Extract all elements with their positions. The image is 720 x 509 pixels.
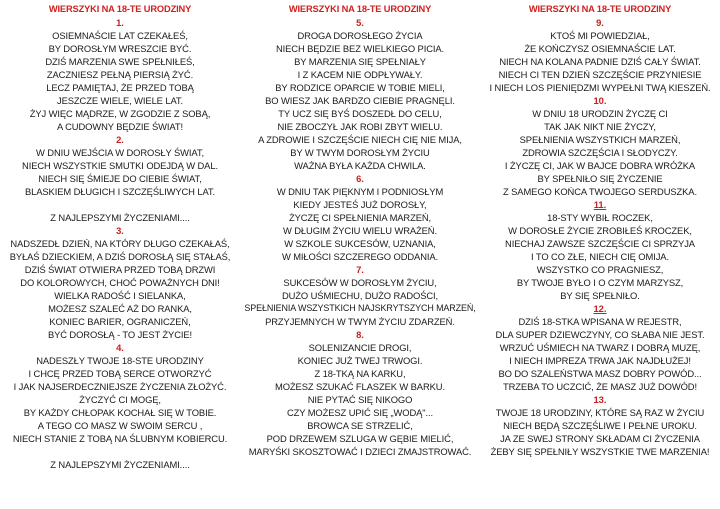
poem-number: 1. <box>116 17 124 28</box>
poem-line: OSIEMNAŚCIE LAT CZEKAŁEŚ, <box>52 30 188 41</box>
poem-line: BO WIESZ JAK BARDZO CIEBIE PRAGNĘLI. <box>265 95 455 106</box>
poem <box>4 16 236 133</box>
poem-line: DLA SUPER DZIEWCZYNY, CO SŁABA NIE JEST. <box>495 329 705 340</box>
poem-number: 7. <box>356 264 364 275</box>
poem <box>244 263 476 328</box>
poem-number: 11. <box>593 199 607 210</box>
poem-line: DROGA DOROSŁEGO ŻYCIA <box>297 30 423 41</box>
poem-line: A ZDROWIE I SZCZĘŚCIE NIECH CIĘ NIE MIJA, <box>258 134 462 145</box>
poem-line: TRZEBA TO UCZCIĆ, ŻE MASZ JUŻ DOWÓD! <box>503 381 697 392</box>
poem-number: 3. <box>116 225 124 236</box>
poem-line: PRZYJEMNYCH W TWYM ŻYCIU ZDARZEŃ. <box>265 316 455 327</box>
poem-line: ŻE KOŃCZYSZ OSIEMNAŚCIE LAT. <box>524 43 676 54</box>
poem-line: Z NAJLEPSZYMI ŻYCZENIAMI.... <box>50 459 190 470</box>
poem-line: W DNIU 18 URODZIN ŻYCZĘ CI <box>532 108 668 119</box>
poem-line: DO KOLOROWYCH, CHOĆ POWAŻNYCH DNI! <box>20 277 220 288</box>
poem-line: BY SPEŁNIŁO SIĘ ŻYCZENIE <box>537 173 663 184</box>
poem-line: BY TWOJE BYŁO I O CZYM MARZYSZ, <box>516 277 684 288</box>
poem-line: SPEŁNIENIA WSZYSTKICH NAJSKRYTSZYCH MARZEŃ, <box>244 303 476 313</box>
poem-line: ZDROWIA SZCZĘŚCIA I SŁODYCZY. <box>522 147 678 158</box>
poem <box>484 198 716 302</box>
poem-line: POD DRZEWEM SZLUGA W GĘBIE MIELIĆ, <box>266 433 454 444</box>
poem-line: JESZCZE WIELE, WIELE LAT. <box>57 95 183 106</box>
poem-line: ZACZNIESZ PEŁNĄ PIERSIĄ ŻYĆ. <box>46 69 194 80</box>
poem-column-2 <box>240 0 480 458</box>
poem-line: TY UCZ SIĘ BYŚ DOSZEDŁ DO CELU, <box>278 108 442 119</box>
poem-line: DZIŚ MARZENIA SWE SPEŁNIŁEŚ, <box>45 56 195 67</box>
blank-line <box>4 445 236 458</box>
poem-line: W DŁUGIM ŻYCIU WIELU WRAŻEŃ. <box>283 225 437 236</box>
poem <box>4 224 236 341</box>
poem-line: NADSZEDŁ DZIEŃ, NA KTÓRY DŁUGO CZEKAŁAŚ, <box>10 238 230 249</box>
poem-line: W MIŁOŚCI SZCZEREGO ODDANIA. <box>281 251 439 262</box>
poem-number: 12. <box>593 303 607 314</box>
poem-line: ŻYCZĘ CI SPEŁNIENIA MARZEŃ, <box>288 212 432 223</box>
poem-line: Z SAMEGO KOŃCA TWOJEGO SERDUSZKA. <box>503 186 697 197</box>
column-header: WIERSZYKI NA 18-TE URODZINY <box>528 4 672 14</box>
poem-line: DUŻO UŚMIECHU, DUŻO RADOŚCI, <box>281 290 439 301</box>
poem-line: MOŻESZ SZUKAĆ FLASZEK W BARKU. <box>275 381 445 392</box>
poem-line: I CHCĘ PRZED TOBĄ SERCE OTWORZYĆ <box>28 368 212 379</box>
poem <box>484 302 716 393</box>
poem-line: KIEDY JESTEŚ JUŻ DOROSŁY, <box>293 199 427 210</box>
poem <box>484 94 716 198</box>
poem-line: BYĆ DOROSŁĄ - TO JEST ŻYCIE! <box>47 329 193 340</box>
poem-line: ŻYCZYĆ CI MOGĘ, <box>79 394 161 405</box>
poem-line: CZY MOŻESZ UPIĆ SIĘ „WODĄ"... <box>286 407 434 418</box>
poem-number: 5. <box>356 17 364 28</box>
poem-line: DZIŚ 18-STKA WPISANA W REJESTR, <box>518 316 682 327</box>
poem-line: BY MARZENIA SIĘ SPEŁNIAŁY <box>294 56 426 67</box>
poem-line: W DOROSŁE ŻYCIE ZROBIŁEŚ KROCZEK, <box>508 225 692 236</box>
poem-line: W DNIU WEJŚCIA W DOROSŁY ŚWIAT, <box>36 147 204 158</box>
poem <box>244 16 476 172</box>
poem-line: KONIEC JUŻ TWEJ TRWOGI. <box>297 355 423 366</box>
poem-line: KONIEC BARIER, OGRANICZEŃ, <box>49 316 191 327</box>
column-header: WIERSZYKI NA 18-TE URODZINY <box>48 4 192 14</box>
poem-number: 8. <box>356 329 364 340</box>
poem-number: 9. <box>596 17 604 28</box>
poem-line: NIECH BĘDĄ SZCZĘŚLIWE I PEŁNE UROKU. <box>503 420 697 431</box>
poem-line: Z 18-TKĄ NA KARKU, <box>314 368 406 379</box>
poem-line: BROWCA SE STRZELIĆ, <box>307 420 413 431</box>
poem-line: TWOJE 18 URODZINY, KTÓRE SĄ RAZ W ŻYCIU <box>495 407 705 418</box>
poem-line: BY KAŻDY CHŁOPAK KOCHAŁ SIĘ W TOBIE. <box>23 407 217 418</box>
poem-number: 13. <box>593 394 607 405</box>
poem-line: NADESZŁY TWOJE 18-STE URODZINY <box>36 355 204 366</box>
poem <box>484 16 716 94</box>
poem-line: BY W TWYM DOROSŁYM ŻYCIU <box>290 147 430 158</box>
poem-line: NIECH WSZYSTKIE SMUTKI ODEJDĄ W DAL. <box>22 160 218 171</box>
poem-line: ŻEBY SIĘ SPEŁNIŁY WSZYSTKIE TWE MARZENIA! <box>490 446 710 457</box>
blank-line <box>4 198 236 211</box>
poem-column-3 <box>480 0 720 458</box>
poem-line: BY DOROSŁYM WRESZCIE BYĆ. <box>48 43 192 54</box>
poem-line: I ŻYCZĘ CI, JAK W BAJCE DOBRA WRÓŻKA <box>504 160 696 171</box>
poem-line: BY RODZICE OPARCIE W TOBIE MIELI, <box>275 82 445 93</box>
poem-line: BO DO SZALEŃSTWA MASZ DOBRY POWÓD... <box>498 368 702 379</box>
poem-line: I NIECH IMPREZA TRWA JAK NAJDŁUŻEJ! <box>509 355 691 366</box>
poem-line: I Z KACEM NIE ODPŁYWAŁY. <box>297 69 423 80</box>
poem-line: Z NAJLEPSZYMI ŻYCZENIAMI.... <box>50 212 190 223</box>
poem-line: I JAK NAJSERDECZNIEJSZE ŻYCZENIA ZŁOŻYĆ. <box>13 381 227 392</box>
poem-line: WRZUĆ UŚMIECH NA TWARZ I DOBRĄ MUZĘ, <box>499 342 701 353</box>
poem-line: NIECH BĘDZIE BEZ WIELKIEGO PICIA. <box>275 43 445 54</box>
poem-line: WIELKA RADOŚĆ I SIELANKA, <box>54 290 186 301</box>
poem-line: W SZKOLE SUKCESÓW, UZNANIA, <box>284 238 436 249</box>
poem <box>244 328 476 458</box>
poem <box>244 172 476 263</box>
poem-line: NIE ZBOCZYŁ JAK ROBI ZBYT WIELU. <box>277 121 443 132</box>
poem-number: 4. <box>116 342 124 353</box>
poem <box>4 133 236 224</box>
column-header: WIERSZYKI NA 18-TE URODZINY <box>288 4 432 14</box>
poem-line: LECZ PAMIĘTAJ, ŻE PRZED TOBĄ <box>46 82 194 93</box>
poem-line: WAŻNA BYŁA KAŻDA CHWILA. <box>294 160 426 171</box>
poem-line: BYŁAŚ DZIECKIEM, A DZIŚ DOROSŁĄ SIĘ STAŁAŚ, <box>9 251 231 262</box>
poem-line: WSZYSTKO CO PRAGNIESZ, <box>536 264 664 275</box>
poem-line: JA ZE SWEJ STRONY SKŁADAM CI ŻYCZENIA <box>500 433 700 444</box>
poem-line: SUKCESÓW W DOROSŁYM ŻYCIU, <box>283 277 437 288</box>
poem-line: NIECH NA KOLANA PADNIE DZIŚ CAŁY ŚWIAT. <box>499 56 701 67</box>
poem-line: A CUDOWNY BĘDZIE ŚWIAT! <box>56 121 183 132</box>
poem-line: W DNIU TAK PIĘKNYM I PODNIOSŁYM <box>276 186 444 197</box>
poem-line: I TO CO ZŁE, NIECH CIĘ OMIJA. <box>531 251 669 262</box>
poem-line: SPEŁNIENIA WSZYSTKICH MARZEŃ, <box>519 134 681 145</box>
poem-line: NIECH CI TEN DZIEŃ SZCZĘŚCIE PRZYNIESIE <box>498 69 702 80</box>
poem-line: MOŻESZ SZALEĆ AŻ DO RANKA, <box>48 303 192 314</box>
poem-line: BY SIĘ SPEŁNIŁO. <box>560 290 640 301</box>
poem-line: NIECH STANIE Z TOBĄ NA ŚLUBNYM KOBIERCU. <box>12 433 228 444</box>
poem-line: MARYŚKI SKOSZTOWAĆ I DZIECI ZMAJSTROWAĆ. <box>248 446 472 457</box>
poem-line: DZIŚ ŚWIAT OTWIERA PRZED TOBĄ DRZWI <box>24 264 216 275</box>
poem-line: NIECHAJ ZAWSZE SZCZĘŚCIE CI SPRZYJA <box>505 238 695 249</box>
poem-line: 18-STY WYBIŁ ROCZEK, <box>547 212 653 223</box>
poem-line: ŻYJ WIĘC MĄDRZE, W ZGODZIE Z SOBĄ, <box>29 108 211 119</box>
poem <box>4 341 236 471</box>
poem-line: I NIECH LOS PIENIĘDZMI WYPEŁNI TWĄ KIESZEŃ. <box>489 82 711 93</box>
poem <box>484 393 716 458</box>
poem-number: 6. <box>356 173 364 184</box>
poem-number: 2. <box>116 134 124 145</box>
poem-line: NIE PYTAĆ SIĘ NIKOGO <box>307 394 413 405</box>
poem-line: SOLENIZANCIE DROGI, <box>308 342 412 353</box>
poem-line: NIECH SIĘ ŚMIEJE DO CIEBIE ŚWIAT, <box>38 173 202 184</box>
poem-line: KTOŚ MI POWIEDZIAŁ, <box>550 30 650 41</box>
poem-line: BLASKIEM DŁUGICH I SZCZĘŚLIWYCH LAT. <box>24 186 215 197</box>
poem-number: 10. <box>593 95 607 106</box>
poem-column-1 <box>0 0 240 471</box>
poem-line: TAK JAK NIKT NIE ŻYCZY, <box>544 121 656 132</box>
poem-line: A TEGO CO MASZ W SWOIM SERCU , <box>37 420 203 431</box>
